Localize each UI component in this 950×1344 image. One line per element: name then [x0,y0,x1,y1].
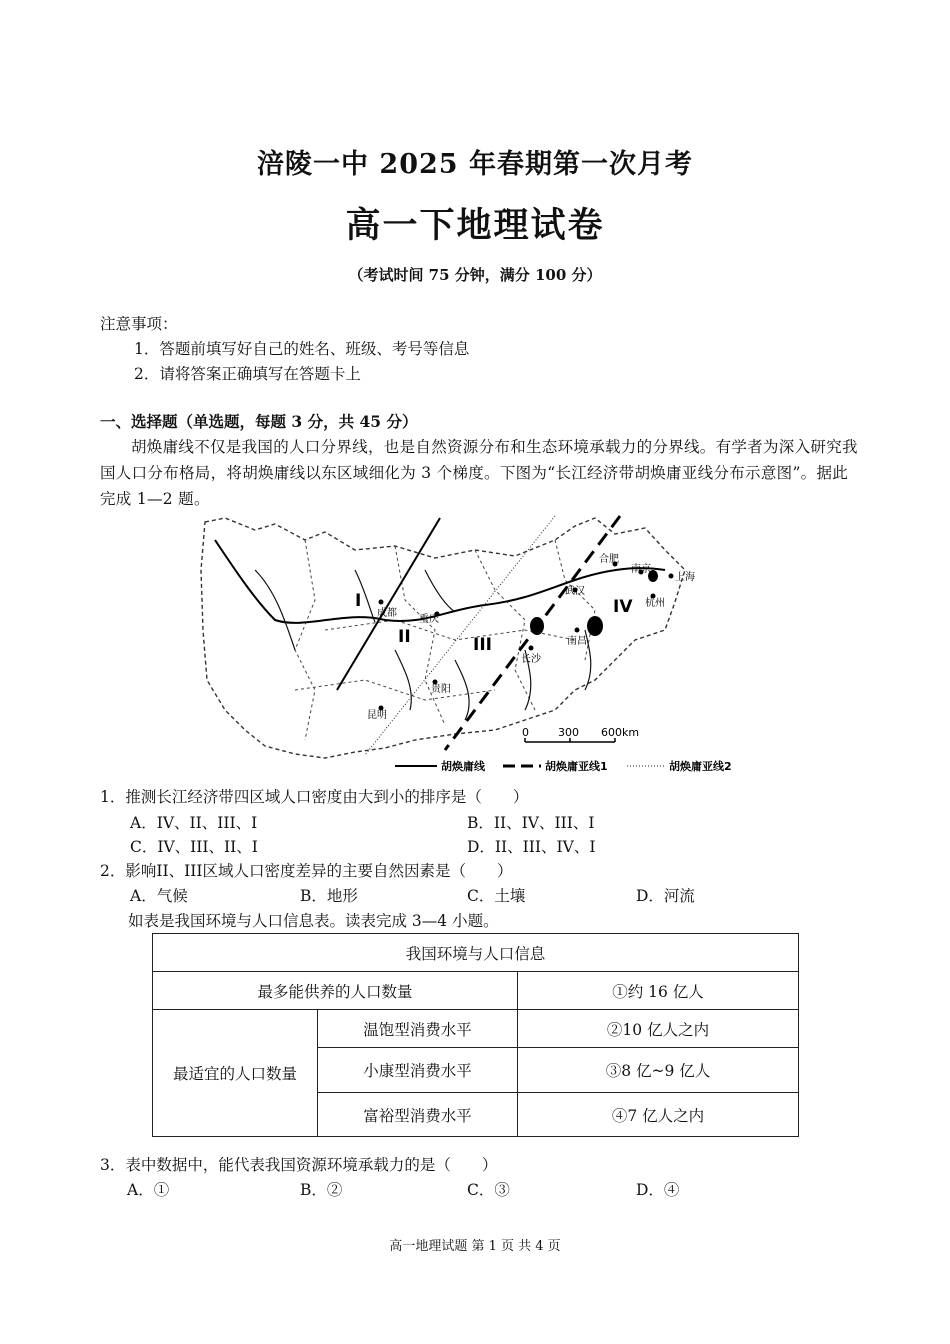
scale-label: 600km [601,726,640,739]
question-2-option-c: C．土壤 [467,887,526,905]
question-1-option-a: A．IV、II、III、I [130,814,258,832]
city-label: 贵阳 [431,684,451,695]
paper-title: 高一下地理试卷 [345,205,605,246]
question-3-option-a: A．① [127,1181,170,1199]
exam-info: （考试时间 75 分钟，满分 100 分） [348,266,602,284]
city-label: 昆明 [367,710,387,721]
question-1-option-d: D．II、III、IV、I [467,838,596,856]
intro-paragraph: 胡焕庸线不仅是我国的人口分界线，也是自然资源分布和生态环境承载力的分界线。有学者为深入研究我国人口分布格局，将胡焕庸线以东区域细化为 3 个梯度。下图为“长江经济带胡焕庸亚线分布示意图”。据此完成 1—2 题。 [100,438,858,508]
table-value-cell: ③8 亿~9 亿人 [518,1048,799,1093]
city-label: 成都 [377,608,397,619]
school-exam-title: 涪陵一中 2025 年春期第一次月考 [257,149,693,180]
yangtze-river [215,540,665,623]
table-max-label: 最多能供养的人口数量 [153,972,518,1010]
question-3-option-c: C．③ [467,1181,510,1199]
city-label: 杭州 [645,598,665,609]
city-label: 南京 [631,564,651,575]
city-label: 合肥 [599,554,619,565]
question-3-option-b: B．② [300,1181,343,1199]
question-2-option-b: B．地形 [300,887,358,905]
region-label: I [355,591,362,611]
lake [587,616,603,636]
population-info-table [152,933,799,1137]
scale-label: 300 [558,726,579,739]
question-3-option-d: D．④ [636,1181,680,1199]
table-optimal-label: 最适宜的人口数量 [153,1010,318,1137]
city-label: 上海 [675,572,695,583]
notice-item: 1．答题前填写好自己的姓名、班级、考号等信息 [134,340,470,358]
legend-label: 胡焕庸亚线2 [669,760,732,773]
question-2-option-d: D．河流 [636,887,695,905]
table-level-cell: 温饱型消费水平 [318,1010,518,1048]
question-1-option-b: B．II、IV、III、I [467,814,595,832]
legend-label: 胡焕庸线 [441,760,485,773]
table-intro: 如表是我国环境与人口信息表。读表完成 3—4 小题。 [128,912,499,930]
region-label: II [398,627,411,647]
table-title: 我国环境与人口信息 [153,934,799,972]
table-level-cell: 小康型消费水平 [318,1048,518,1093]
legend-label: 胡焕庸亚线1 [545,760,608,773]
scale-label: 0 [522,726,529,739]
city-label: 南昌 [567,636,587,647]
page-footer: 高一地理试题 第 1 页 共 4 页 [389,1239,561,1254]
sub-line-2 [365,516,555,755]
city-label: 长沙 [521,654,541,665]
yangtze-map-figure [195,510,765,778]
question-1-stem: 1．推测长江经济带四区域人口密度由大到小的排序是（ ） [100,788,529,806]
question-2-option-a: A．气候 [130,887,188,905]
table-level-cell: 富裕型消费水平 [318,1093,518,1137]
notice-heading: 注意事项： [100,315,178,333]
region-label: IV [613,597,633,617]
table-value-cell: ②10 亿人之内 [518,1010,799,1048]
question-1-option-c: C．IV、III、II、I [130,838,258,856]
region-label: III [473,635,492,655]
section-heading: 一、选择题（单选题，每题 3 分，共 45 分） [100,412,418,431]
table-value-cell: ④7 亿人之内 [518,1093,799,1137]
notice-item: 2．请将答案正确填写在答题卡上 [134,365,361,383]
question-2-stem: 2．影响II、III区域人口密度差异的主要自然因素是（ ） [100,862,513,880]
hu-line [337,518,440,690]
question-3-stem: 3．表中数据中，能代表我国资源环境承载力的是（ ） [100,1156,498,1174]
table-max-value: ①约 16 亿人 [518,972,799,1010]
city-label: 重庆 [419,614,439,625]
city-label: 武汉 [565,586,585,597]
